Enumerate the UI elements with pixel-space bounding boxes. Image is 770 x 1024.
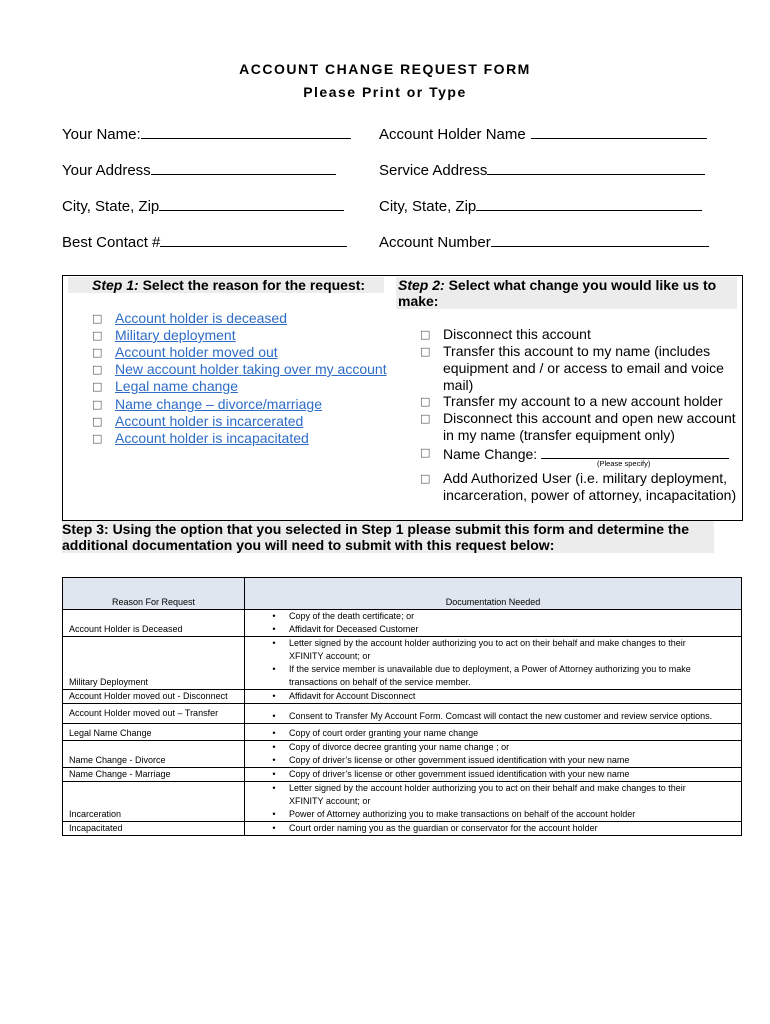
checkbox-icon[interactable]: □ (420, 472, 431, 485)
table-row (63, 690, 742, 704)
best-contact-label: Best Contact # (62, 234, 161, 251)
step1-option[interactable]: □ Account holder is incapacitated (92, 430, 309, 446)
step3-instructions (62, 521, 714, 553)
reason-cell: Name Change - Marriage (63, 768, 245, 782)
list-item: • Affidavit for Account Disconnect (272, 691, 416, 701)
your-address-label: Your Address (62, 162, 151, 179)
checkbox-icon[interactable]: □ (92, 380, 103, 393)
list-item: • Court order naming you as the guardian or conservator for the account holder (272, 823, 598, 833)
please-specify-note: (Please specify) (597, 459, 651, 468)
list-item: • Affidavit for Deceased Customer (272, 624, 419, 634)
docs-cell (245, 610, 742, 637)
account-holder-name-label: Account Holder Name (379, 126, 526, 143)
checkbox-icon[interactable]: □ (92, 415, 103, 428)
list-item: • Copy of driver’s license or other government issued identification with your new name (272, 755, 630, 765)
table-header-row (63, 578, 742, 610)
step1-option[interactable]: □ Legal name change (92, 378, 238, 394)
table-row (63, 782, 742, 822)
step2-option[interactable]: □ Add Authorized User (i.e. military deployment, incarceration, power of attorney, incapacitation) (420, 470, 737, 503)
checkbox-icon[interactable]: □ (92, 346, 103, 359)
reason-cell: Account Holder moved out – Transfer (63, 704, 245, 724)
checkbox-icon[interactable]: □ (92, 312, 103, 325)
city-state-zip-right-field[interactable] (379, 196, 702, 215)
docs-cell (245, 724, 742, 741)
step1-option[interactable]: □ Account holder is deceased (92, 310, 287, 326)
table-row (63, 741, 742, 768)
step2-option[interactable]: □ Transfer this account to my name (includes equipment and / or access to email and voice mail) (420, 343, 724, 393)
step2-option[interactable]: □ Name Change: (420, 444, 729, 463)
form-subtitle: Please Print or Type (303, 84, 467, 100)
checkbox-icon[interactable]: □ (92, 363, 103, 376)
checkbox-icon[interactable]: □ (420, 345, 431, 358)
service-address-field[interactable] (379, 160, 705, 179)
reason-cell: Incapacitated (63, 822, 245, 836)
reason-cell: Account Holder moved out - Disconnect (63, 690, 245, 704)
list-item: • If the service member is unavailable due to deployment, a Power of Attorney authorizing you to make transactions on behalf of the service member. (272, 664, 691, 687)
step1-option[interactable]: □ Military deployment (92, 327, 236, 343)
reason-cell: Account Holder is Deceased (63, 610, 245, 637)
table-row (63, 704, 742, 724)
docs-cell (245, 690, 742, 704)
checkbox-icon[interactable]: □ (420, 412, 431, 425)
city-state-zip-right-label: City, State, Zip (379, 198, 477, 215)
table-row (63, 637, 742, 690)
step2-label: Step 2: Select what change you would like us to make: (398, 277, 717, 309)
your-address-field[interactable] (62, 160, 336, 179)
step1-option[interactable]: □ Name change – divorce/marriage (92, 396, 322, 412)
reason-cell: Name Change - Divorce (63, 741, 245, 768)
checkbox-icon[interactable]: □ (92, 398, 103, 411)
step1-option[interactable]: □ Account holder moved out (92, 344, 278, 360)
step3-line1: Step 3: Using the option that you selected in Step 1 please submit this form and determine the (62, 521, 689, 537)
table-row (63, 724, 742, 741)
account-number-label: Account Number (379, 234, 491, 251)
step1-option[interactable]: □ New account holder taking over my account (92, 361, 387, 377)
docs-cell (245, 822, 742, 836)
header-reason: Reason For Request (63, 578, 245, 610)
table-row (63, 768, 742, 782)
step2-option[interactable]: □ Transfer my account to a new account holder (420, 393, 723, 409)
header-documentation: Documentation Needed (245, 578, 742, 610)
city-state-zip-left-field[interactable] (62, 196, 344, 215)
list-item: • Copy of court order granting your name change (272, 728, 479, 738)
best-contact-field[interactable] (62, 232, 347, 251)
docs-cell (245, 741, 742, 768)
your-name-field[interactable] (62, 124, 351, 143)
list-item: • Letter signed by the account holder authorizing you to act on their behalf and make changes to their XFINITY account; or (272, 783, 686, 806)
account-number-field[interactable] (379, 232, 709, 251)
docs-cell (245, 637, 742, 690)
step2-option[interactable]: □ Disconnect this account (420, 326, 591, 342)
checkbox-icon[interactable]: □ (420, 446, 431, 459)
checkbox-icon[interactable]: □ (92, 432, 103, 445)
table-row (63, 610, 742, 637)
account-holder-name-field[interactable] (379, 124, 707, 143)
list-item: • Copy of the death certificate; or (272, 611, 415, 621)
list-item: • Power of Attorney authorizing you to make transactions on behalf of the account holder (272, 809, 636, 819)
step2-option[interactable]: □ Disconnect this account and open new account in my name (transfer equipment only) (420, 410, 736, 443)
list-item: • Letter signed by the account holder authorizing you to act on their behalf and make changes to their XFINITY account; or (272, 638, 686, 661)
reason-cell: Military Deployment (63, 637, 245, 690)
step3-line2: additional documentation you will need to submit with this request below: (62, 537, 555, 553)
checkbox-icon[interactable]: □ (420, 395, 431, 408)
list-item: • Copy of driver’s license or other government issued identification with your new name (272, 769, 630, 779)
city-state-zip-left-label: City, State, Zip (62, 198, 160, 215)
reason-cell: Incarceration (63, 782, 245, 822)
reason-cell: Legal Name Change (63, 724, 245, 741)
docs-cell (245, 704, 742, 724)
table-row (63, 822, 742, 836)
service-address-label: Service Address (379, 162, 488, 179)
form-title: ACCOUNT CHANGE REQUEST FORM (239, 61, 531, 77)
checkbox-icon[interactable]: □ (92, 329, 103, 342)
step1-label: Step 1: Select the reason for the request: (92, 277, 366, 293)
docs-cell (245, 782, 742, 822)
list-item: • Copy of divorce decree granting your name change ; or (272, 742, 510, 752)
step1-option[interactable]: □ Account holder is incarcerated (92, 413, 304, 429)
checkbox-icon[interactable]: □ (420, 328, 431, 341)
docs-cell (245, 768, 742, 782)
documentation-table (62, 577, 742, 836)
list-item: • Consent to Transfer My Account Form. Comcast will contact the new customer and review service options. (272, 711, 713, 721)
your-name-label: Your Name: (62, 126, 141, 143)
